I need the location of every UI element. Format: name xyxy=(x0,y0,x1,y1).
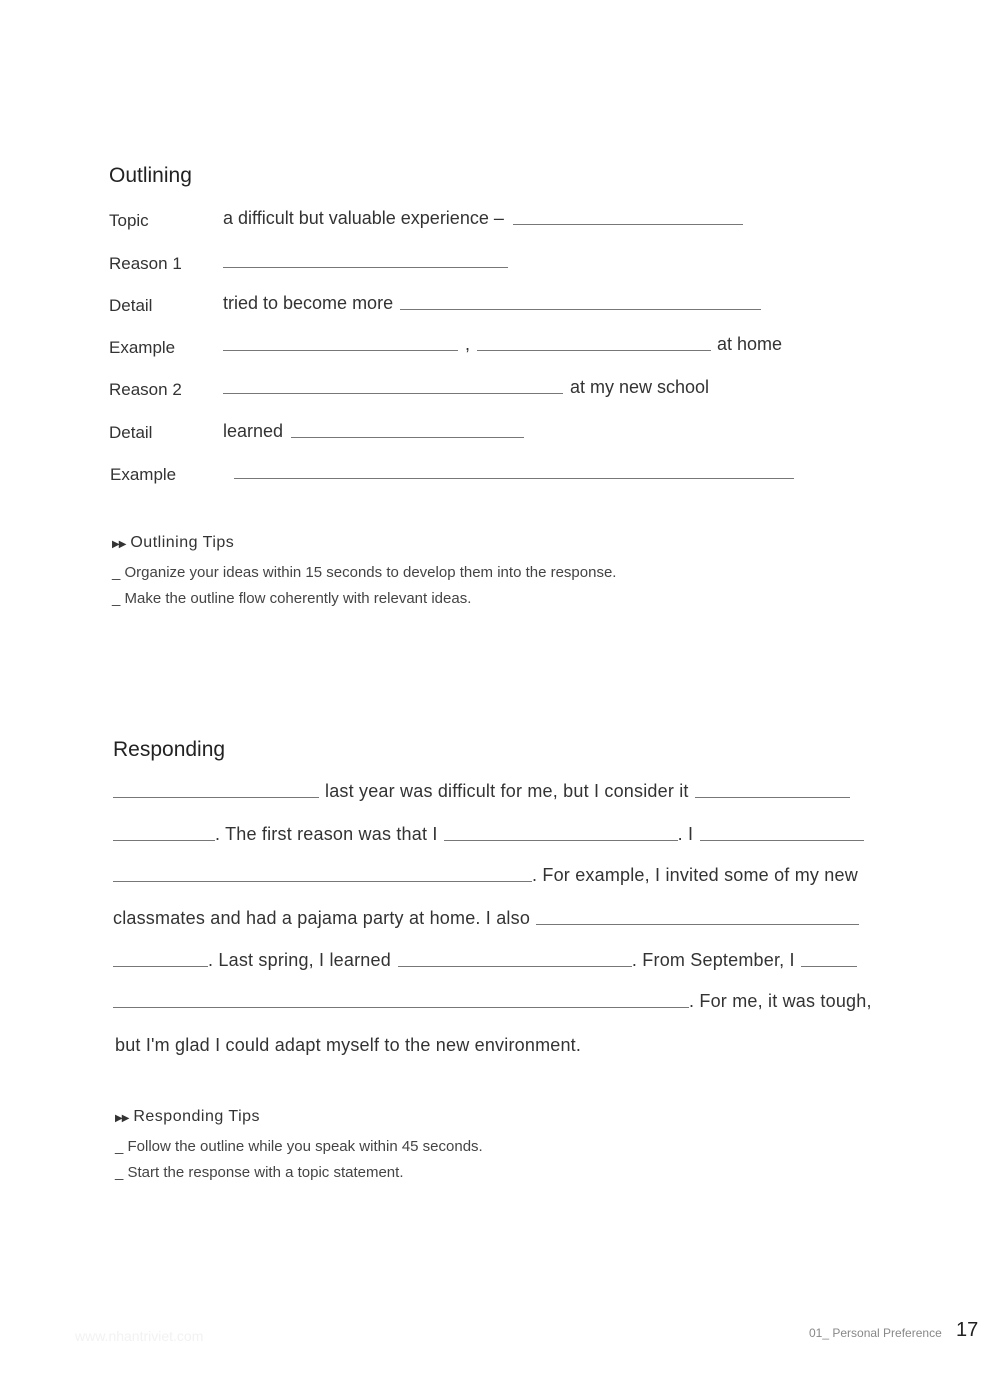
detail2-label: Detail xyxy=(109,423,153,442)
detail2-blank[interactable] xyxy=(291,436,524,438)
detail1-blank[interactable] xyxy=(400,308,761,310)
responding-tips-heading: ▶▶ Responding Tips xyxy=(115,1108,261,1125)
response-text: . For example, I invited some of my new xyxy=(532,865,858,885)
topic-label: Topic xyxy=(109,211,149,230)
response-blank[interactable] xyxy=(536,923,859,925)
response-text: classmates and had a pajama party at home. I also xyxy=(113,908,531,928)
outlining-tip: _ Organize your ideas within 15 seconds to develop them into the response. xyxy=(112,564,617,581)
reason2-blank[interactable] xyxy=(223,392,563,394)
example2-label: Example xyxy=(110,465,177,484)
response-blank[interactable] xyxy=(113,880,532,882)
response-text: . From September, I xyxy=(631,950,795,970)
chapter-label: 01_ Personal Preference xyxy=(809,1326,942,1340)
double-arrow-icon: ▶▶ xyxy=(115,1113,129,1124)
response-blank[interactable] xyxy=(113,965,208,967)
topic-text: a difficult but valuable experience – xyxy=(223,208,504,228)
reason2-suffix: at my new school xyxy=(570,377,710,397)
response-blank[interactable] xyxy=(113,1006,689,1008)
outlining-tips-heading: ▶▶ Outlining Tips xyxy=(112,534,235,551)
response-text: last year was difficult for me, but I consider it xyxy=(325,781,689,801)
detail1-text: tried to become more xyxy=(223,293,394,313)
responding-tip: _ Start the response with a topic statement. xyxy=(115,1164,404,1181)
example2-blank[interactable] xyxy=(234,477,794,479)
response-blank[interactable] xyxy=(695,796,850,798)
response-text: . Last spring, I learned xyxy=(208,950,391,970)
detail2-text: learned xyxy=(223,421,284,441)
response-text: but I'm glad I could adapt myself to the new environment. xyxy=(115,1035,582,1055)
outlining-heading: Outlining xyxy=(109,164,192,187)
topic-blank[interactable] xyxy=(513,223,743,225)
responding-tip: _ Follow the outline while you speak within 45 seconds. xyxy=(115,1138,483,1155)
response-text: . I xyxy=(677,824,694,844)
detail1-label: Detail xyxy=(109,296,153,315)
response-text: . For me, it was tough, xyxy=(689,991,872,1011)
reason1-label: Reason 1 xyxy=(109,254,182,273)
page-number: 17 xyxy=(956,1319,979,1341)
response-text: . The first reason was that I xyxy=(215,824,438,844)
watermark: www.nhantriviet.com xyxy=(75,1328,204,1344)
response-blank[interactable] xyxy=(113,796,319,798)
example1-suffix: at home xyxy=(717,334,783,354)
response-blank[interactable] xyxy=(801,965,857,967)
example1-blank-a[interactable] xyxy=(223,349,458,351)
response-blank[interactable] xyxy=(700,839,864,841)
reason1-blank[interactable] xyxy=(223,266,508,268)
responding-heading: Responding xyxy=(113,738,226,761)
response-blank[interactable] xyxy=(398,965,632,967)
example1-label: Example xyxy=(109,338,176,357)
response-blank[interactable] xyxy=(444,839,678,841)
reason2-label: Reason 2 xyxy=(109,380,182,399)
example1-comma: , xyxy=(465,334,471,354)
response-blank[interactable] xyxy=(113,839,215,841)
outlining-tip: _ Make the outline flow coherently with relevant ideas. xyxy=(112,590,472,607)
double-arrow-icon: ▶▶ xyxy=(112,539,126,550)
example1-blank-b[interactable] xyxy=(477,349,711,351)
